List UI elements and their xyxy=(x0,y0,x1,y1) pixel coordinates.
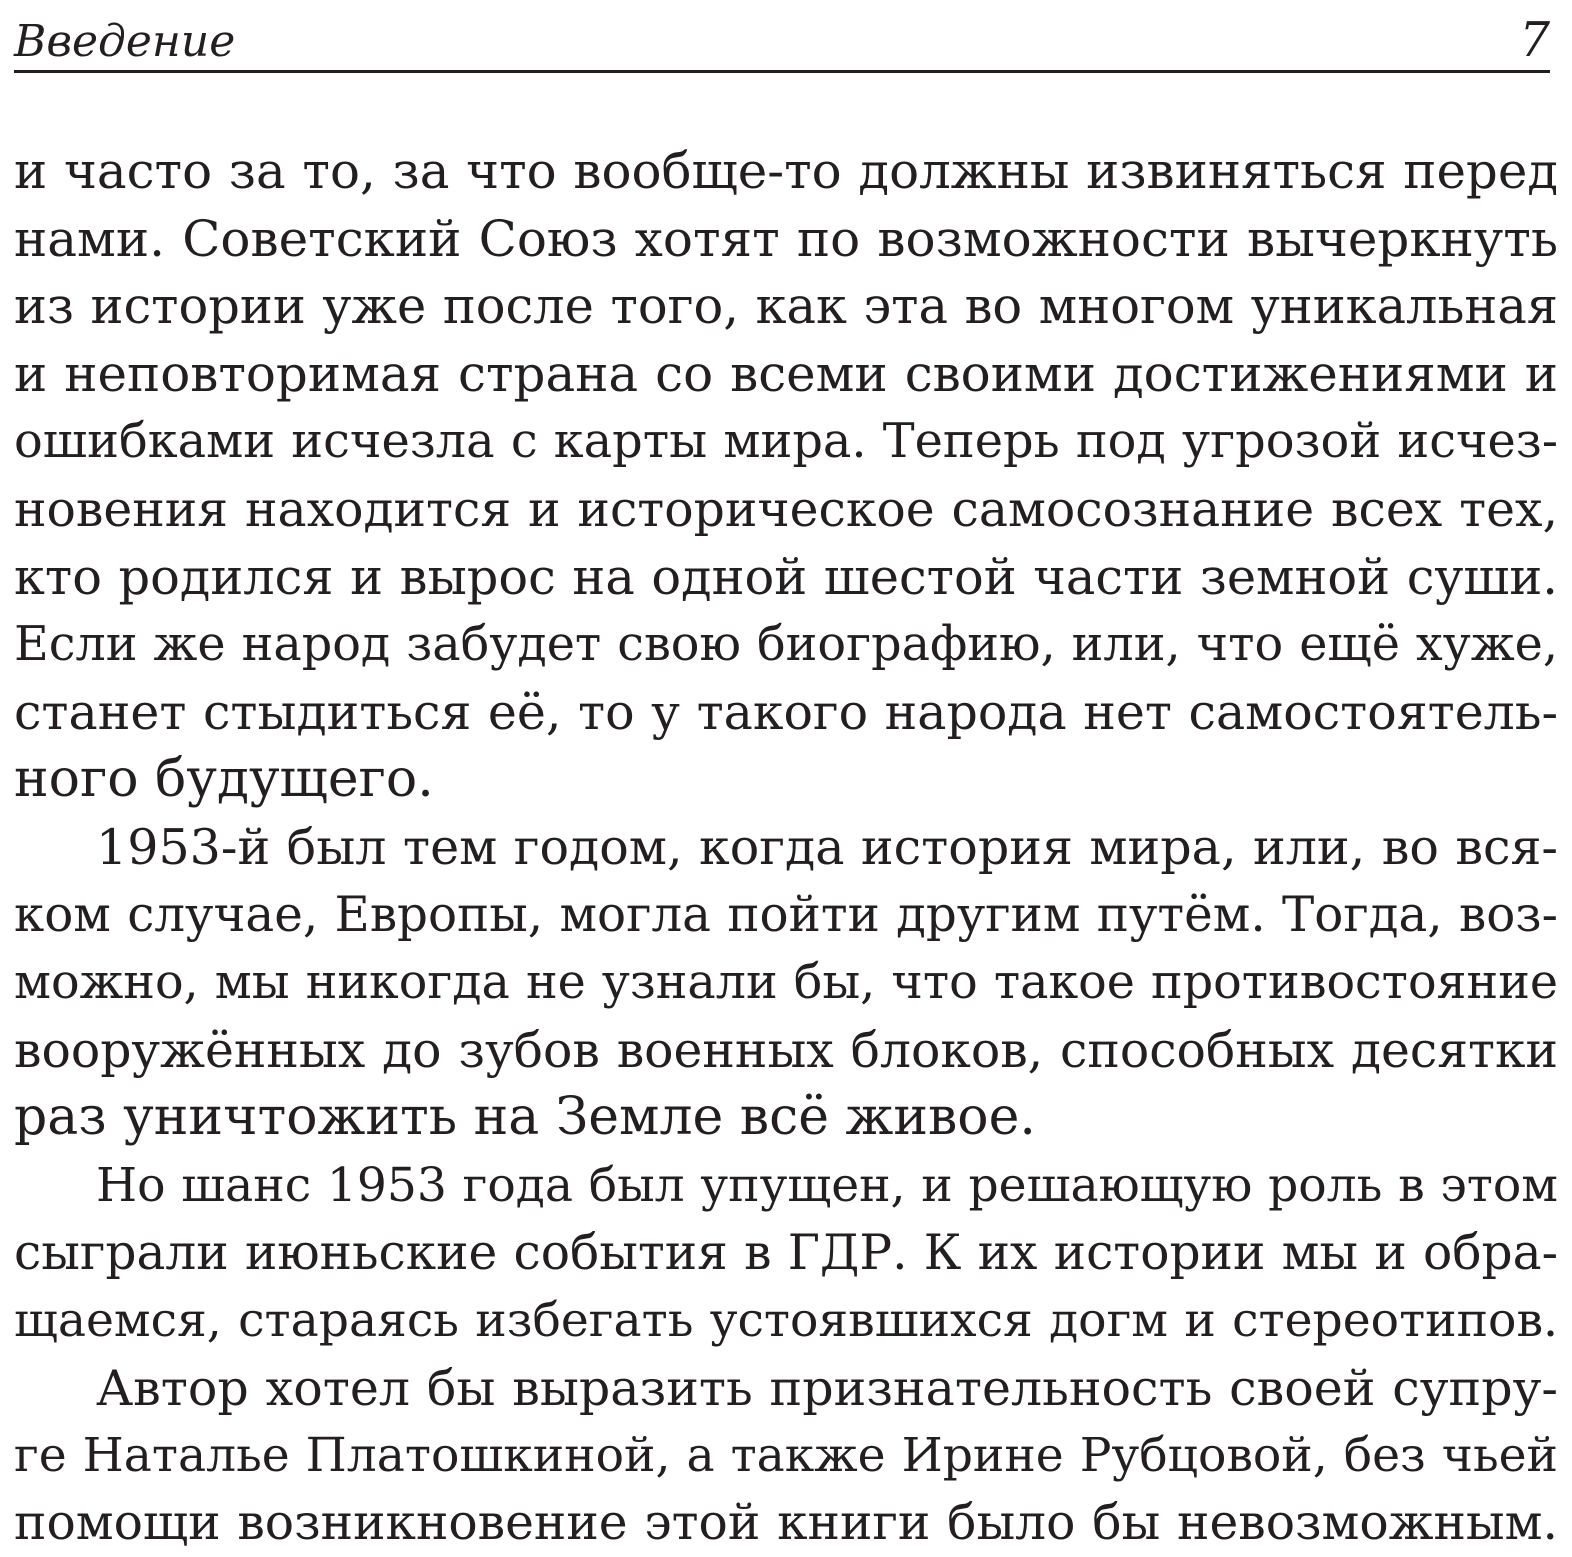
text-line: сыграли июньские события в ГДР. К их истории мы и обра- xyxy=(14,1224,1558,1281)
text-line: из истории уже после того, как эта во многом уникальная xyxy=(14,277,1558,336)
text-line: Но шанс 1953 года был упущен, и решающую роль в этом xyxy=(96,1157,1558,1213)
text-line: новения находится и историческое самосознание всех тех, xyxy=(14,480,1558,538)
page-number: 7 xyxy=(1519,12,1550,68)
paragraph xyxy=(14,1152,1558,1355)
paragraph xyxy=(14,814,1558,1152)
text-line: кто родился и вырос на одной шестой части земной суши. xyxy=(14,547,1558,606)
text-line: ком случае, Европы, могла пойти другим путём. Тогда, воз- xyxy=(14,886,1558,943)
text-line: Автор хотел бы выразить признательность своей супру- xyxy=(96,1358,1558,1417)
text-line: ге Наталье Платошкиной, а также Ирине Рубцовой, без чьей xyxy=(14,1428,1558,1484)
text-line: и часто за то, за что вообще-то должны извиняться перед xyxy=(14,142,1558,200)
text-line: помощи возникновение этой книги было бы невозможным. xyxy=(14,1494,1558,1551)
text-line: и неповторимая страна со всеми своими достижениями и xyxy=(14,344,1558,403)
text-line: 1953-й был тем годом, когда история мира, или, во вся- xyxy=(96,817,1558,876)
text-line: вооружённых до зубов военных блоков, способных десятки xyxy=(14,1021,1558,1079)
text-line: Если же народ забудет свою биографию, или, что ещё хуже, xyxy=(14,617,1558,673)
text-line: ного будущего. xyxy=(14,749,434,810)
body-text xyxy=(14,138,1558,1557)
text-line: станет стыдиться её, то у такого народа нет самостоятель- xyxy=(14,683,1558,741)
text-line: щаемся, стараясь избегать устоявшихся догм и стереотипов. xyxy=(14,1293,1558,1349)
text-line: можно, мы никогда не узнали бы, что такое противостояние xyxy=(14,955,1558,1011)
chapter-title: Введение xyxy=(14,16,236,67)
paragraph xyxy=(14,138,1558,814)
text-line: нами. Советский Союз хотят по возможности вычеркнуть xyxy=(14,209,1558,268)
text-line: ошибками исчезла с карты мира. Теперь под угрозой исчез- xyxy=(14,414,1558,470)
paragraph xyxy=(14,1355,1558,1557)
running-header xyxy=(14,6,1550,73)
text-line: раз уничтожить на Земле всё живое. xyxy=(14,1087,1036,1148)
